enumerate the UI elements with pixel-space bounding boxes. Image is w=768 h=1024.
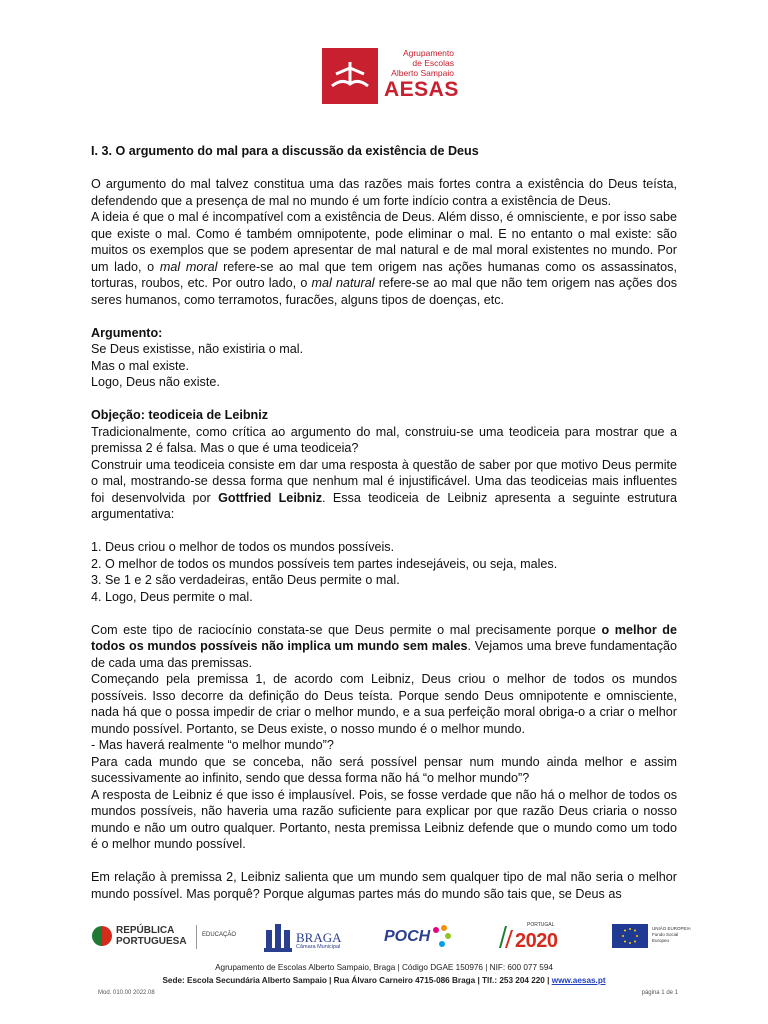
- braga-label: BRAGA: [296, 930, 342, 945]
- body-paragraph-4: Para cada mundo que se conceba, não será possível pensar num mundo ainda melhor e assim sucessivamente ao infinito, sendo que dessa forma não há “o melhor mundo”?: [91, 754, 677, 785]
- eu-flag-icon: [612, 924, 648, 948]
- body-question: - Mas haverá realmente “o melhor mundo”?: [91, 738, 334, 752]
- body-paragraph-5: A resposta de Leibniz é que isso é implausível. Pois, se fosse verdade que não há o melhor de todos os mundos possíveis, não haveria uma razão suficiente para explicar por que razão Deus criaria o nosso mundo e não um outro qualquer. Portanto, nesta premissa Leibniz defende que o mundo como um todo é o melhor mundo possível.: [91, 787, 677, 851]
- school-logo: [322, 48, 459, 106]
- body-paragraph-2: Começando pela premissa 1, de acordo com Leibniz, Deus criou o melhor de todos os mundos possíveis. Isso decorre da definição do Deus teísta. Porque sendo Deus omnipotente e omnisciente, nada há que o possa impedir de criar o melhor mundo, e a sua perfeição moral obriga-o a criar o melhor mundo possível. Portanto, se Deus existe, o nosso mundo é o melhor mundo.: [91, 672, 677, 736]
- poch-swirl-icon: [430, 924, 452, 950]
- eu-line-1: UNIÃO EUROPEIA: [652, 926, 691, 931]
- premise-item: 1. Deus criou o melhor de todos os mundos possíveis.: [91, 540, 395, 554]
- braga-logo: [264, 920, 354, 954]
- premise-item: 3. Se 1 e 2 são verdadeiras, então Deus permite o mal.: [91, 573, 400, 587]
- braga-sub-label: Câmara Municipal: [296, 944, 341, 950]
- intro-paragraph-1: O argumento do mal talvez constitua uma das razões mais fortes contra a existência do Deus teísta, defendendo que a presença de mal no mundo é um forte indício contra a existência de Deus.: [91, 177, 677, 208]
- logo-mark: [322, 48, 378, 104]
- section-title: I. 3. O argumento do mal para a discussão da existência de Deus: [91, 144, 479, 158]
- premise-item: 2. O melhor de todos os mundos possíveis tem partes indesejáveis, ou seja, males.: [91, 556, 558, 571]
- republica-logo: [92, 920, 242, 954]
- document-body: [91, 143, 677, 902]
- poch-logo: [384, 920, 464, 954]
- logo-line-2: de Escolas: [412, 58, 454, 68]
- portugal-2020-logo: [497, 920, 587, 954]
- eu-line-2: Fundo Social Europeu: [652, 932, 679, 943]
- poch-label: POCH: [384, 928, 431, 945]
- republica-line-1: REPÚBLICA: [116, 925, 175, 936]
- portugal-label: PORTUGAL: [527, 922, 555, 928]
- logo-line-1: Agrupamento: [402, 48, 454, 58]
- objection-paragraph-2: Construir uma teodiceia consiste em dar uma resposta à questão de saber por que motivo Deus permite o mal, mostrando-se dessa forma que nenhum mal é injustificável. Uma das teodiceias mais influentes foi desenvolvida por Gottfried Leibniz. Essa teodiceia de Leibniz apresenta a seguinte estrutura argumentativa:: [91, 457, 678, 521]
- premise-item: 4. Logo, Deus permite o mal.: [91, 589, 253, 604]
- term-mal-moral: mal moral: [159, 259, 218, 274]
- portugal-2020-mark-icon: [497, 924, 513, 950]
- argument-heading: Argumento:: [91, 325, 163, 340]
- argument-line: Mas o mal existe.: [91, 358, 189, 373]
- intro-paragraph-2: A ideia é que o mal é incompatível com a existência de Deus. Além disso, é omnisciente, e por isso sabe que existe o mal. Como é também omnipotente, pode eliminar o mal. E no entanto o mal existe: são muitos os exemplos que se podem apresentar de mal natural e de mal moral existentes no mundo. Por um lado, o mal moral refere-se ao mal que tem origem nas ações humanas como os assassinatos, torturas, roubos, etc. Por outro lado, o mal natural refere-se ao mal que não tem origem nas ações dos seres humanos, como terramotos, furacões, alguns tipos de doenças, etc.: [91, 210, 677, 307]
- logo-book-icon: [322, 48, 378, 104]
- key-claim: o melhor de todos os mundos possíveis não implica um mundo sem males: [91, 622, 677, 653]
- eu-logo: [612, 920, 702, 954]
- argument-line: Logo, Deus não existe.: [91, 375, 220, 389]
- footer-school-info: Agrupamento de Escolas Alberto Sampaio, Braga | Código DGAE 150976 | NIF: 600 077 594: [215, 963, 553, 972]
- objection-paragraph-1: Tradicionalmente, como crítica ao argumento do mal, construiu-se uma teodiceia para mostrar que a premissa 2 é falsa. Mas o que é uma teodiceia?: [91, 424, 677, 455]
- logo-acronym: AESAS: [384, 78, 459, 101]
- page-number: página 1 de 1: [641, 990, 678, 996]
- braga-castle-icon: [264, 920, 292, 952]
- educacao-label: EDUCAÇÃO: [202, 932, 237, 938]
- form-code: Mod. 010.00 2022.08: [98, 990, 155, 996]
- body-paragraph-6: Em relação à premissa 2, Leibniz salienta que um mundo sem qualquer tipo de mal não seria o melhor mundo possível. Mas porquê? Porque algumas partes más do mundo são tais que, se Deus as: [91, 870, 677, 901]
- term-mal-natural: mal natural: [311, 276, 375, 290]
- funding-logos: [92, 920, 691, 958]
- body-paragraph-1: Com este tipo de raciocínio constata-se que Deus permite o mal precisamente porque o melhor de todos os mundos possíveis não implica um mundo sem males. Vejamos uma breve fundamentação de cada uma das premissas.: [91, 622, 678, 670]
- portugal-flag-icon: [92, 926, 112, 946]
- logo-text: [384, 48, 459, 101]
- footer-address: Sede: Escola Secundária Alberto Sampaio | Rua Álvaro Carneiro 4715-086 Braga | Tlf.: 253 204 220 | www.aesas.pt: [162, 976, 606, 985]
- p2020-label: 2020: [515, 930, 558, 952]
- leibniz-name: Gottfried Leibniz: [218, 490, 322, 505]
- objection-heading: Objeção: teodiceia de Leibniz: [91, 408, 269, 422]
- argument-line: Se Deus existisse, não existiria o mal.: [91, 342, 304, 356]
- logo-line-3: Alberto Sampaio: [391, 68, 454, 78]
- republica-line-2: PORTUGUESA: [116, 936, 187, 947]
- website-link[interactable]: www.aesas.pt: [551, 976, 606, 985]
